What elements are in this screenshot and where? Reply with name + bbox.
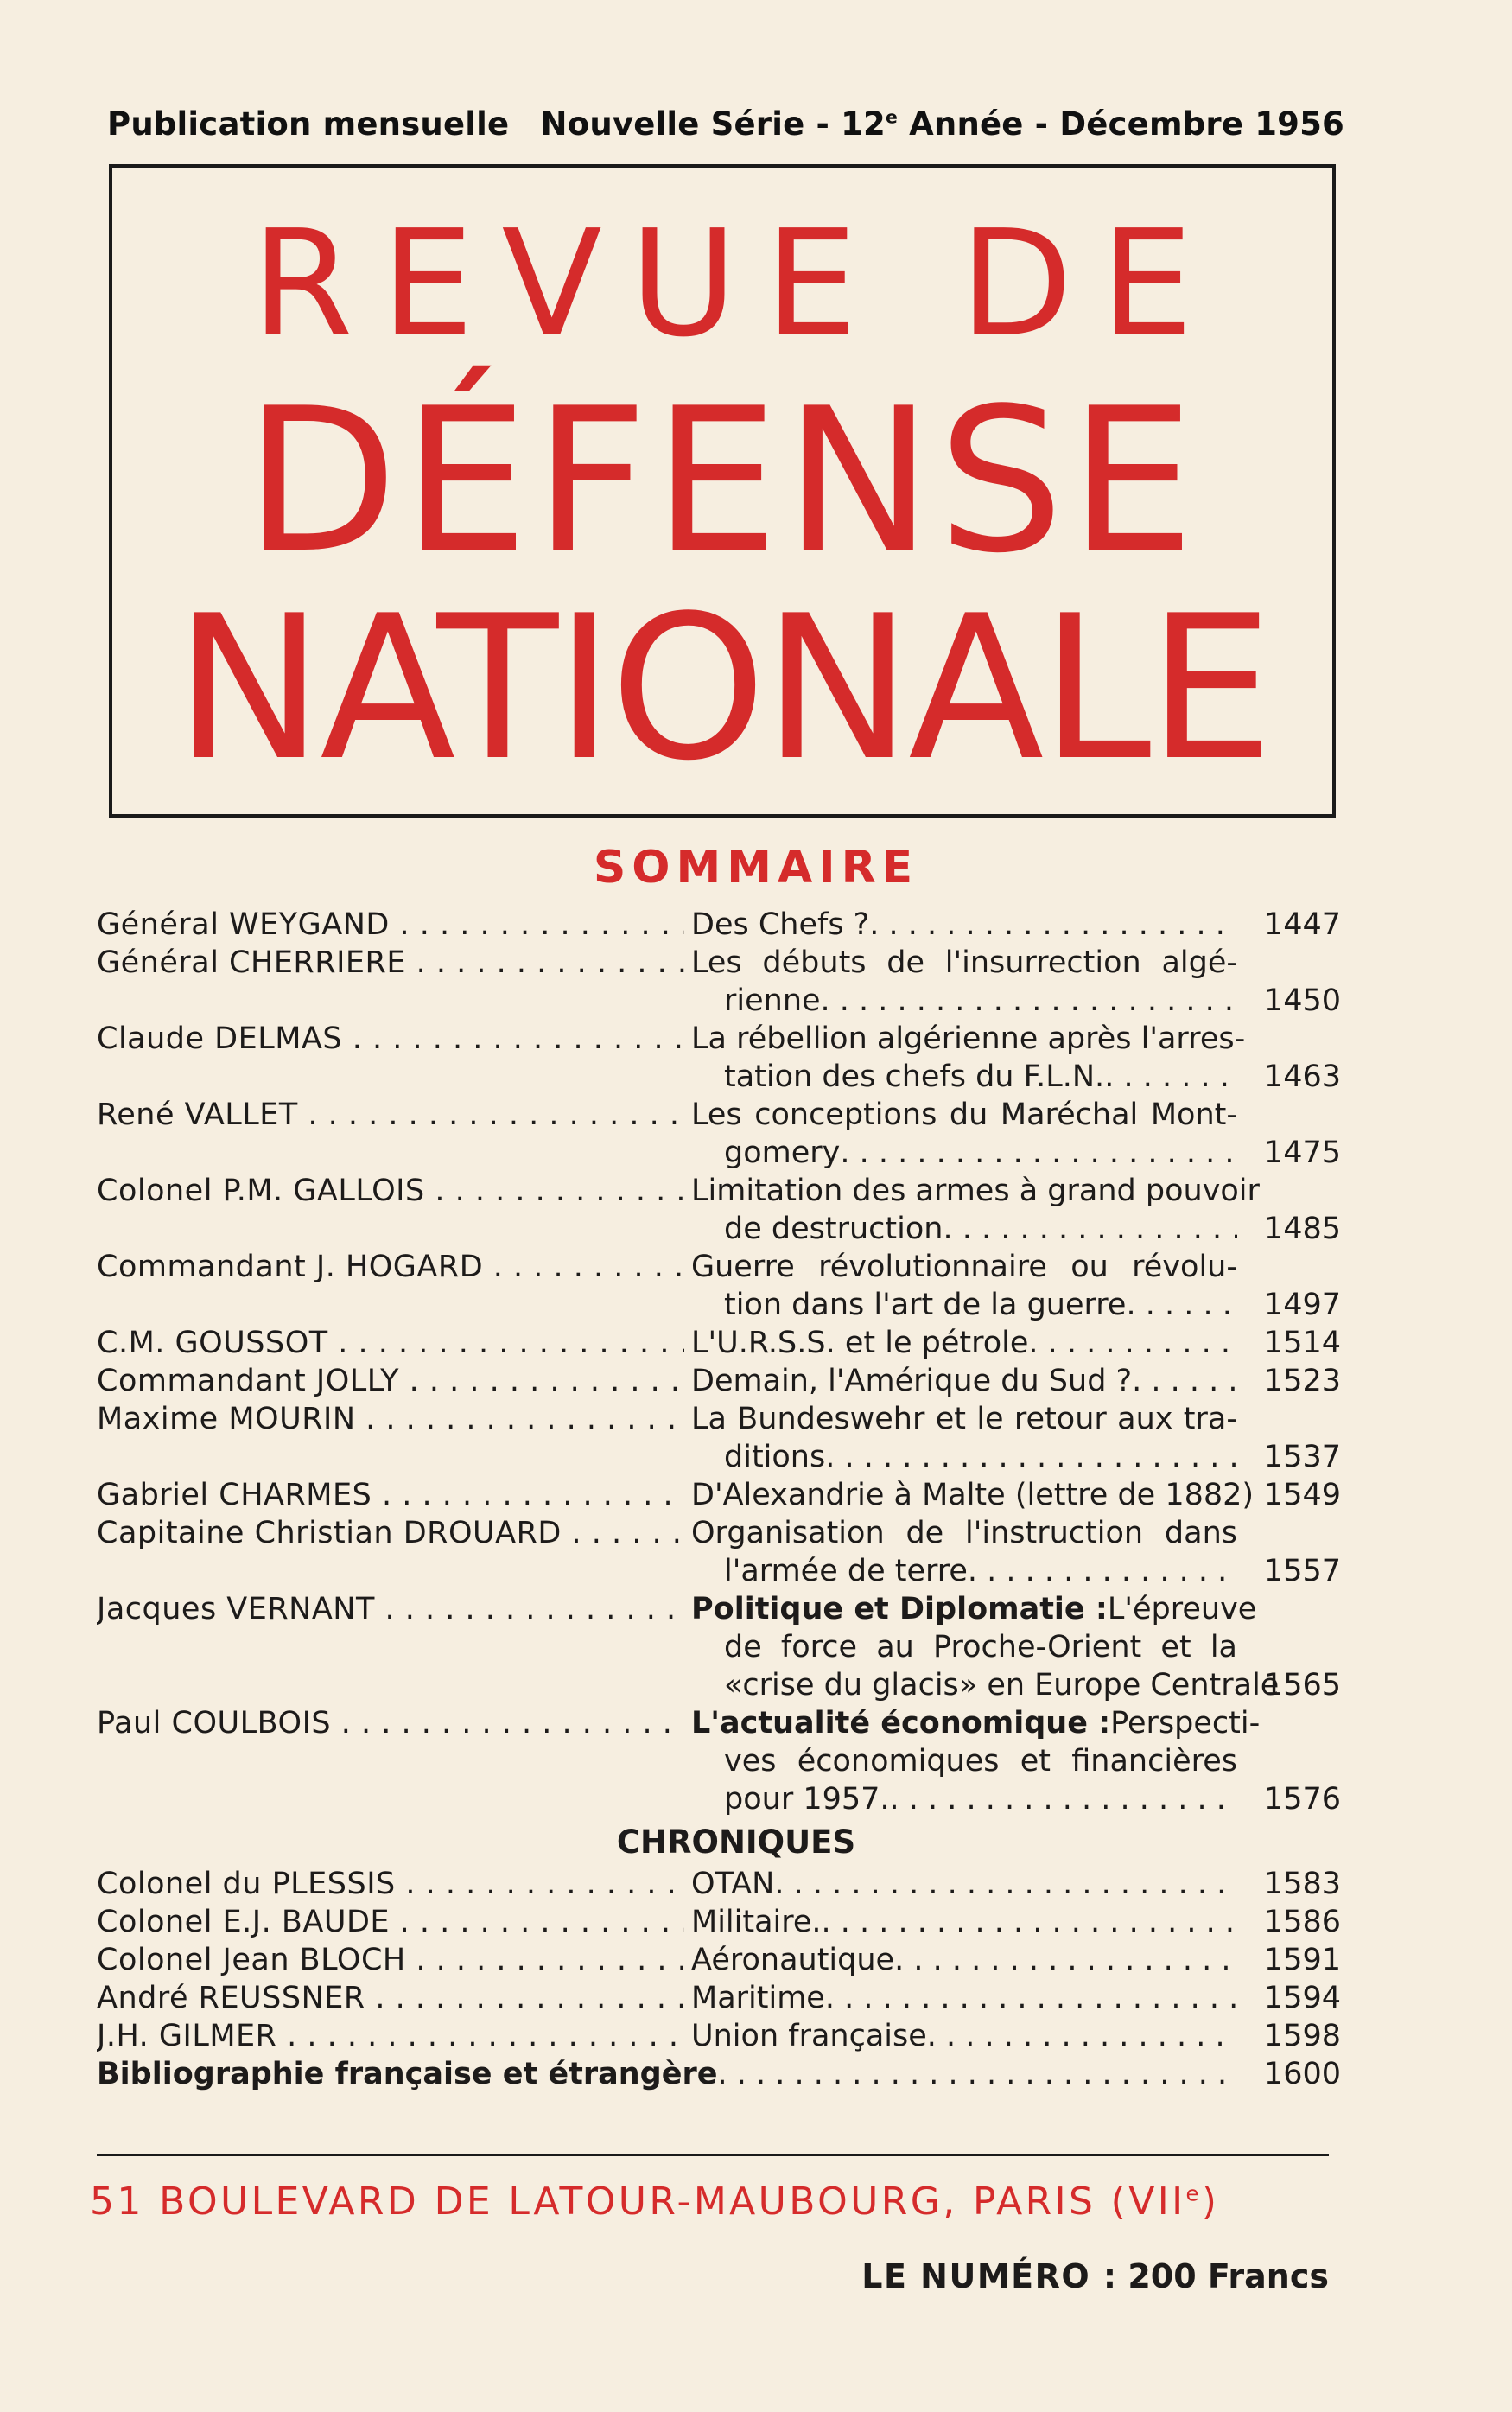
toc-leader-dots	[890, 1780, 1237, 1818]
bottom-divider	[97, 2154, 1329, 2156]
toc-entry	[97, 1476, 1341, 1514]
toc-leader-dots	[927, 2017, 1237, 2055]
chronique-page-number: 1591	[1263, 1943, 1341, 1977]
toc-leader-dots	[774, 1865, 1237, 1903]
toc-author: Général WEYGAND . . .	[97, 906, 684, 944]
title-box	[109, 164, 1336, 818]
toc-entry	[97, 944, 1341, 1020]
toc-title	[684, 1324, 1237, 1362]
toc-title	[684, 944, 1237, 1020]
toc-page-number: 1537	[1263, 1440, 1341, 1474]
toc-title-text: «crise du glacis» en Europe Centrale	[724, 1668, 1280, 1702]
toc-title-text: L'épreuve	[1107, 1592, 1257, 1626]
issue-info	[541, 105, 1344, 143]
chronique-title	[684, 1865, 1237, 1903]
toc-title-line	[691, 1324, 1237, 1362]
toc-author: Commandant J. HOGARD . . .	[97, 1248, 684, 1286]
toc-entry	[97, 1590, 1341, 1704]
toc-title-text: La Bundeswehr et le retour aux tra-	[691, 1402, 1237, 1436]
chronique-entry	[97, 1979, 1341, 2017]
chronique-title-line	[691, 2017, 1237, 2055]
chronique-page-number: 1598	[1263, 2019, 1341, 2053]
toc-leader-dots	[825, 1438, 1237, 1476]
toc-title-line	[691, 1362, 1237, 1400]
toc-author: Général CHERRIERE . . .	[97, 944, 684, 982]
toc-author: Claude DELMAS . . .	[97, 1020, 684, 1058]
chronique-title-text: Aéronautique	[691, 1943, 895, 1977]
price-value: : 200 Francs	[1102, 2257, 1329, 2295]
toc-leader-dots	[840, 1134, 1237, 1172]
toc-page-number: 1565	[1263, 1668, 1341, 1702]
toc-author: Maxime MOURIN . . .	[97, 1400, 684, 1438]
toc-title-text: l'armée de terre	[724, 1554, 968, 1588]
toc-title-line	[691, 1248, 1237, 1286]
publisher-address	[90, 2180, 1334, 2224]
address-ordinal: e	[1185, 2181, 1202, 2206]
chronique-title-text: OTAN	[691, 1867, 775, 1901]
toc-title-text: D'Alexandrie à Malte (lettre de 1882)	[691, 1478, 1255, 1512]
toc-title	[684, 1020, 1246, 1096]
title-line-3: NATIONALE	[175, 574, 1270, 805]
toc-entry	[97, 906, 1341, 944]
chronique-title-text: Maritime	[691, 1981, 825, 2015]
toc-title-prefix: Politique et Diplomatie :	[691, 1592, 1108, 1626]
toc-leader-dots	[717, 2055, 1237, 2093]
issue-price	[861, 2257, 1329, 2295]
toc-title-line	[691, 1438, 1237, 1476]
toc-entry	[97, 1514, 1341, 1590]
toc-title-text: pour 1957.	[724, 1782, 890, 1817]
toc-title-text: La rébellion algérienne après l'arres-	[691, 1021, 1246, 1056]
toc-title-line	[691, 906, 1237, 944]
chronique-page-number: 1583	[1263, 1867, 1341, 1901]
toc-leader-dots	[968, 1552, 1237, 1590]
toc-title-line	[691, 1590, 1257, 1628]
chronique-title	[684, 2017, 1237, 2055]
toc-title	[684, 1476, 1255, 1514]
toc-page-number: 1463	[1263, 1060, 1341, 1094]
toc-leader-dots	[1104, 1058, 1237, 1096]
address-text: 51 BOULEVARD DE LATOUR-MAUBOURG, PARIS (VII	[90, 2180, 1186, 2224]
toc-title-text: gomery	[724, 1136, 841, 1170]
toc-title-text: Demain, l'Amérique du Sud ?	[691, 1364, 1133, 1398]
toc-leader-dots	[943, 1210, 1237, 1248]
chronique-author: Colonel du PLESSIS . . .	[97, 1865, 684, 1903]
toc-title	[684, 1400, 1237, 1476]
issue-date: Année - Décembre 1956	[898, 105, 1344, 143]
toc-title-text: Perspecti-	[1110, 1706, 1261, 1741]
toc-entry	[97, 1020, 1341, 1096]
chronique-title-line	[691, 1865, 1237, 1903]
toc-title-text: Les conceptions du Maréchal Mont-	[691, 1098, 1237, 1132]
toc-entry	[97, 1704, 1341, 1818]
toc-leader-dots	[1028, 1324, 1237, 1362]
toc-title-line	[691, 1476, 1255, 1514]
toc-title-prefix: L'actualité économique :	[691, 1706, 1111, 1741]
toc-title-line	[691, 1096, 1237, 1134]
toc-title-text: Organisation de l'instruction dans	[691, 1516, 1237, 1550]
toc-title-line	[691, 1210, 1237, 1248]
toc-entry	[97, 1400, 1341, 1476]
toc-title-text: de force au Proche-Orient et la	[724, 1630, 1237, 1664]
toc-title-line	[691, 1666, 1280, 1704]
sommaire-heading: SOMMAIRE	[593, 842, 919, 894]
toc-title-text: Les débuts de l'insurrection algé-	[691, 945, 1237, 980]
toc-page-number: 1485	[1263, 1212, 1341, 1246]
issue-series: Nouvelle Série - 12	[540, 105, 886, 143]
toc-author: Colonel P.M. GALLOIS . . .	[97, 1172, 684, 1210]
toc-author: Paul COULBOIS . . .	[97, 1704, 684, 1742]
address-close: )	[1201, 2180, 1220, 2224]
toc-page-number: 1549	[1263, 1478, 1341, 1512]
toc-entry	[97, 1096, 1341, 1172]
chronique-entry	[97, 1903, 1341, 1941]
bibliography-entry	[97, 2055, 1341, 2093]
chronique-title-line	[691, 1903, 1237, 1941]
toc-page-number: 1523	[1263, 1364, 1341, 1398]
toc-title-text: Des Chefs ?	[691, 907, 870, 942]
toc-title-text: ditions	[724, 1440, 826, 1474]
chronique-entry	[97, 2017, 1341, 2055]
chronique-title	[684, 1941, 1237, 1979]
toc-page-number: 1450	[1263, 983, 1341, 1018]
toc-page-number: 1557	[1263, 1554, 1341, 1588]
chronique-entry	[97, 1865, 1341, 1903]
chronique-title-line	[691, 1979, 1237, 2017]
chronique-author: André REUSSNER . . .	[97, 1979, 684, 2017]
toc-entry	[97, 1324, 1341, 1362]
toc-title-text: Limitation des armes à grand pouvoir	[691, 1174, 1260, 1208]
toc-leader-dots	[825, 1979, 1237, 2017]
toc-author: Commandant JOLLY . . .	[97, 1362, 684, 1400]
toc-leader-dots	[821, 982, 1237, 1020]
toc-title-text: ves économiques et financières	[724, 1744, 1237, 1779]
header-line	[107, 105, 1344, 143]
toc-title-line	[691, 1628, 1237, 1666]
chronique-title-text: Militaire.	[691, 1905, 822, 1939]
toc-title	[684, 1704, 1261, 1818]
toc-title-line	[691, 1286, 1237, 1324]
toc-title	[684, 1362, 1237, 1400]
chronique-title	[684, 1979, 1237, 2017]
chroniques-heading: CHRONIQUES	[616, 1823, 856, 1861]
toc-title-line	[691, 1552, 1237, 1590]
toc-title-line	[691, 944, 1237, 982]
toc-title	[684, 1248, 1237, 1324]
bibliography-page-number: 1600	[1263, 2057, 1341, 2091]
toc-title-text: rienne	[724, 983, 821, 1018]
toc-title-line	[691, 1172, 1260, 1210]
chronique-author: Colonel E.J. BAUDE . . .	[97, 1903, 684, 1941]
chronique-author: Colonel Jean BLOCH . . .	[97, 1941, 684, 1979]
toc-title	[684, 906, 1237, 944]
toc-author: Gabriel CHARMES . . .	[97, 1476, 684, 1514]
chronique-entry	[97, 1941, 1341, 1979]
title-line-1: REVUE DE	[251, 199, 1222, 370]
price-label: LE NUMÉRO	[861, 2257, 1091, 2295]
toc-author: Jacques VERNANT . . .	[97, 1590, 684, 1628]
toc-title-line	[691, 982, 1237, 1020]
toc-title-line	[691, 1020, 1246, 1058]
toc-entry	[97, 1362, 1341, 1400]
table-of-contents	[97, 906, 1341, 2093]
toc-page-number: 1576	[1263, 1782, 1341, 1817]
toc-title	[684, 1514, 1237, 1590]
toc-title-text: tation des chefs du F.L.N.	[724, 1060, 1105, 1094]
toc-title	[684, 1590, 1280, 1704]
toc-title-text: L'U.R.S.S. et le pétrole	[691, 1326, 1029, 1360]
toc-title-line	[691, 1134, 1237, 1172]
toc-title	[684, 1172, 1260, 1248]
toc-entry	[97, 1248, 1341, 1324]
toc-entry	[97, 1172, 1341, 1248]
bibliography-label: Bibliographie française et étrangère	[97, 2057, 718, 2091]
toc-title	[684, 1096, 1237, 1172]
toc-title-text: Guerre révolutionnaire ou révolu-	[691, 1250, 1237, 1284]
chronique-page-number: 1594	[1263, 1981, 1341, 2015]
publication-frequency: Publication mensuelle	[107, 105, 510, 143]
toc-title-line	[691, 1400, 1237, 1438]
toc-title-line	[691, 1514, 1237, 1552]
toc-leader-dots	[1126, 1286, 1237, 1324]
toc-title-text: tion dans l'art de la guerre	[724, 1288, 1127, 1322]
toc-title-line	[691, 1704, 1261, 1742]
toc-author: C.M. GOUSSOT . . .	[97, 1324, 684, 1362]
toc-page-number: 1447	[1263, 907, 1341, 942]
issue-ordinal: e	[886, 106, 899, 128]
toc-page-number: 1475	[1263, 1136, 1341, 1170]
toc-leader-dots	[894, 1941, 1237, 1979]
toc-author: Capitaine Christian DROUARD . . .	[97, 1514, 684, 1552]
toc-page-number: 1497	[1263, 1288, 1341, 1322]
toc-author: René VALLET . . .	[97, 1096, 684, 1134]
toc-leader-dots	[822, 1903, 1237, 1941]
toc-leader-dots	[869, 906, 1237, 944]
toc-leader-dots	[1132, 1362, 1237, 1400]
toc-title-text: de destruction	[724, 1212, 943, 1246]
chronique-title-line	[691, 1941, 1237, 1979]
toc-title-line	[691, 1058, 1237, 1096]
title-line-2: DÉFENSE	[245, 366, 1200, 597]
chronique-title	[684, 1903, 1237, 1941]
chronique-author: J.H. GILMER . . .	[97, 2017, 684, 2055]
chronique-page-number: 1586	[1263, 1905, 1341, 1939]
chronique-title-text: Union française	[691, 2019, 927, 2053]
toc-title-line	[691, 1780, 1237, 1818]
toc-page-number: 1514	[1263, 1326, 1341, 1360]
toc-title-line	[691, 1742, 1237, 1780]
